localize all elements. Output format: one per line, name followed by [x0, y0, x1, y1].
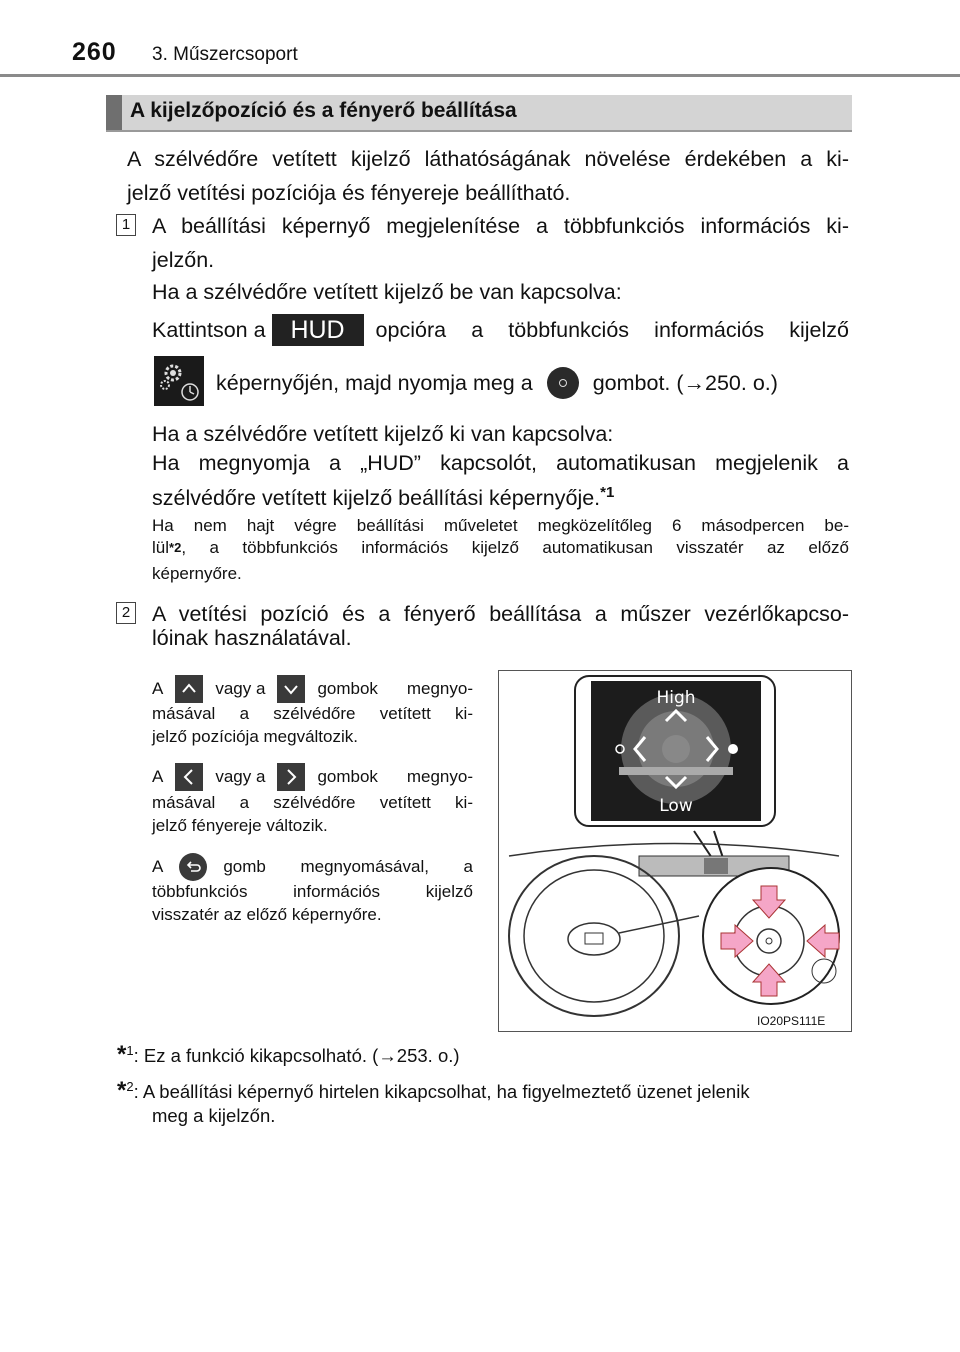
arrow-up-icon [175, 675, 203, 703]
note-line-2 [152, 538, 849, 558]
step2-line-1: A vetítési pozíció és a fényerő beállítása a műszer vezérlőkapcso- [152, 602, 849, 626]
arrow-left-icon [175, 763, 203, 791]
bright-line-1 [152, 763, 473, 791]
off-line-2-text: szélvédőre vetített kijelző beállítási képernyője. [152, 486, 601, 511]
back-button-icon [179, 853, 207, 881]
pos-tail: gombok megnyo- [317, 679, 473, 698]
hud-adjustment-illustration [498, 670, 852, 1032]
note-line-1: Ha nem hajt végre beállítási műveletet megközelítőleg 6 másodpercen be- [152, 516, 849, 535]
low-label: Low [659, 796, 693, 816]
header-divider [0, 74, 960, 77]
high-label: High [656, 688, 696, 708]
section-heading-rule [106, 130, 852, 132]
back-a: A [152, 857, 164, 876]
step-number-2: 2 [116, 602, 136, 624]
step1-on-heading: Ha a szélvédőre vetített kijelző be van kapcsolva: [152, 280, 622, 304]
back-tail: gomb megnyomásával, a [223, 857, 473, 876]
bright-line-3: jelző fényereje változik. [152, 816, 328, 835]
footnote-2-mark: * [117, 1077, 127, 1105]
step1-off-heading: Ha a szélvédőre vetített kijelző ki van kapcsolva: [152, 422, 614, 446]
pos-line-1 [152, 675, 473, 703]
pos-a: A [152, 679, 164, 698]
step1-off-line-2 [152, 476, 614, 515]
footnote-1-mark: * [117, 1041, 127, 1069]
bright-or: vagy a [215, 767, 266, 786]
step2-line-2: lóinak használatával. [152, 626, 352, 650]
page-number: 260 [72, 38, 117, 66]
footnote-2-cont: meg a kijelzőn. [152, 1105, 276, 1126]
button-text: gombot. (→250. o.) [592, 371, 778, 395]
step-number-1: 1 [116, 214, 136, 236]
pos-line-3: jelző pozíciója megváltozik. [152, 727, 358, 746]
pos-or: vagy a [215, 679, 266, 698]
ok-button-icon [547, 367, 579, 399]
step1-line-2: jelzőn. [152, 248, 215, 272]
chapter-title: 3. Műszercsoport [152, 44, 298, 65]
settings-gear-icon [154, 356, 204, 406]
footnote-2-sup: 2 [126, 1079, 134, 1094]
back-line-2: többfunkciós információs kijelző [152, 882, 473, 901]
note-pre: lül [152, 538, 170, 557]
footnote-1-text: : Ez a funkció kikapcsolható. (→253. o.) [133, 1045, 460, 1067]
screen-text: képernyőjén, majd nyomja meg a [216, 371, 533, 395]
step1-off-line-1: Ha megnyomja a „HUD” kapcsolót, automatikusan megjelenik a [152, 451, 849, 475]
footnote-ref-1: *1 [600, 484, 615, 501]
footnote-1 [117, 1038, 460, 1069]
footnote-ref-2: *2 [169, 540, 182, 555]
click-post-text: opcióra a többfunkciós információs kijelző [375, 318, 849, 342]
intro-line-1: A szélvédőre vetített kijelző láthatóságának növelése érdekében a ki- [127, 147, 849, 171]
section-title: A kijelzőpozíció és a fényerő beállítása [130, 99, 517, 122]
pos-line-2: másával a szélvédőre vetített ki- [152, 704, 473, 723]
back-line-3: visszatér az előző képernyőre. [152, 905, 382, 924]
back-line-1 [152, 853, 473, 881]
note-line-3: képernyőre. [152, 564, 242, 583]
step1-line-1: A beállítási képernyő megjelenítése a többfunkciós információs ki- [152, 214, 849, 238]
note-post: , a többfunkciós információs kijelző automatikusan visszatér az előző [181, 538, 849, 557]
step1-click-line [152, 313, 849, 347]
step1-screen-line [216, 366, 778, 400]
arrow-right-icon [277, 763, 305, 791]
section-heading-bar [106, 95, 122, 131]
bright-tail: gombok megnyo- [317, 767, 473, 786]
intro-line-2: jelző vetítési pozíciója és fényereje beállítható. [127, 181, 571, 205]
click-pre-text: Kattintson a [152, 318, 266, 342]
arrow-down-icon [277, 675, 305, 703]
bright-a: A [152, 767, 164, 786]
footnote-2 [117, 1074, 849, 1105]
figure-code: IO20PS111E [757, 1014, 826, 1028]
bright-line-2: másával a szélvédőre vetített ki- [152, 793, 473, 812]
hud-option-label: HUD [272, 314, 364, 346]
footnote-2-text: : A beállítási képernyő hirtelen kikapcsolhat, ha figyelmeztető üzenet jelenik [133, 1081, 750, 1103]
footnote-1-sup: 1 [126, 1043, 134, 1058]
